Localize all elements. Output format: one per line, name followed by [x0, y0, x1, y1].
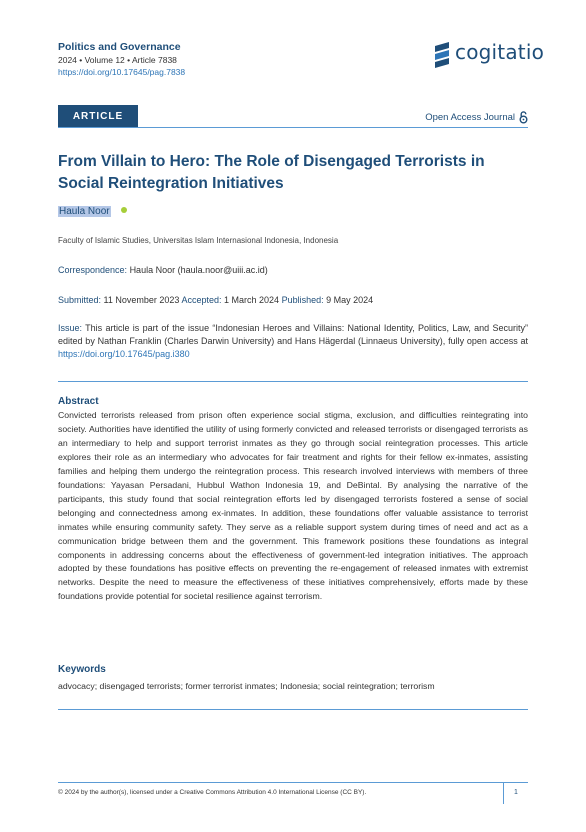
article-type-badge: ARTICLE — [58, 105, 138, 127]
open-access-label[interactable] — [425, 111, 528, 124]
accepted-label: Accepted: — [181, 295, 222, 305]
correspondence-label: Correspondence: — [58, 265, 128, 275]
issue-label: Issue: — [58, 323, 83, 333]
published-label: Published: — [281, 295, 324, 305]
open-access-lock-icon — [519, 111, 528, 124]
accepted-date: 1 March 2024 — [224, 295, 280, 305]
author-name[interactable]: Haula Noor — [59, 206, 110, 217]
published-date: 9 May 2024 — [326, 295, 374, 305]
article-meta: 2024 • Volume 12 • Article 7838 — [58, 55, 177, 65]
footer-divider — [58, 782, 528, 783]
keywords-body: advocacy; disengaged terrorists; former terrorist inmates; Indonesia; social reintegration; terrorism — [58, 681, 435, 691]
journal-name: Politics and Governance — [58, 41, 181, 53]
correspondence — [58, 265, 268, 275]
orcid-icon[interactable] — [121, 207, 127, 213]
keywords-divider — [58, 709, 528, 710]
section-divider — [58, 381, 528, 382]
article-dates — [58, 295, 373, 305]
author-affiliation: Faculty of Islamic Studies, Universitas Islam Internasional Indonesia, Indonesia — [58, 236, 339, 245]
submitted-label: Submitted: — [58, 295, 102, 305]
issue-link[interactable]: https://doi.org/10.17645/pag.i380 — [58, 349, 190, 359]
article-doi-link[interactable]: https://doi.org/10.17645/pag.7838 — [58, 67, 186, 77]
cogitatio-logo — [433, 40, 545, 72]
license-footer: © 2024 by the author(s), licensed under a Creative Commons Attribution 4.0 International License (CC BY). — [58, 789, 367, 796]
open-access-text: Open Access Journal — [425, 112, 515, 123]
page-number-divider — [503, 782, 504, 804]
logo-text: cogitatio — [455, 40, 545, 64]
abstract-body: Convicted terrorists released from prison often experience social stigma, exclusion, and difficulties reintegrating into society. Authorities have identified the utility of using formerly convicted and released terrorists or disengaged terrorists as an intermediary to help and support terrorist inmates as they go through social reintegration processes. This article explores their role as an intermediary who advocates for fair treatment and rights for their fellow ex-inmates, assisting families and helping them undergo the reintegration process. This research involved interviews with members of three foundations: Yayasan Persadani, Hubbul Wathon Indonesia 19, and DeBintal. By analysing the narrative of the participants, this study found that social reintegration efforts led by disengaged terrorists fostered a sense of social belonging and connectedness among ex-inmates. In addition, these foundations offer valuable assistance to terrorist inmates while ensuring community safety. They serve as a reliable support system during times of need and act as a communication bridge between them and the government. This framework positions these foundations as integral components in addressing concerns about the effectiveness of government-led integration initiatives. The approach adopted by these foundations has positive effects on preventing the re-engagement of released inmates with extremist networks. Despite the need to measure the effectiveness of these initiatives comprehensively, efforts made by these foundations provide potential for societal resilience against terrorism. — [58, 410, 528, 602]
issue-note — [58, 322, 528, 361]
header-divider — [58, 127, 528, 128]
cogitatio-logo-icon — [433, 40, 453, 70]
abstract-heading: Abstract — [58, 396, 99, 407]
article-title: From Villain to Hero: The Role of Disengaged Terrorists in Social Reintegration Initiatives — [58, 153, 485, 192]
submitted-date: 11 November 2023 — [103, 295, 180, 305]
correspondence-text: Haula Noor (haula.noor@uiii.ac.id) — [129, 265, 268, 275]
issue-text: This article is part of the issue “Indonesian Heroes and Villains: National Identity, Politics, Law, and Security” edited by Nathan Franklin (Charles Darwin University) and Hans Hägerdal (Linnaeus University), fully open access at — [58, 323, 528, 346]
page-number: 1 — [514, 789, 518, 796]
keywords-heading: Keywords — [58, 664, 106, 675]
